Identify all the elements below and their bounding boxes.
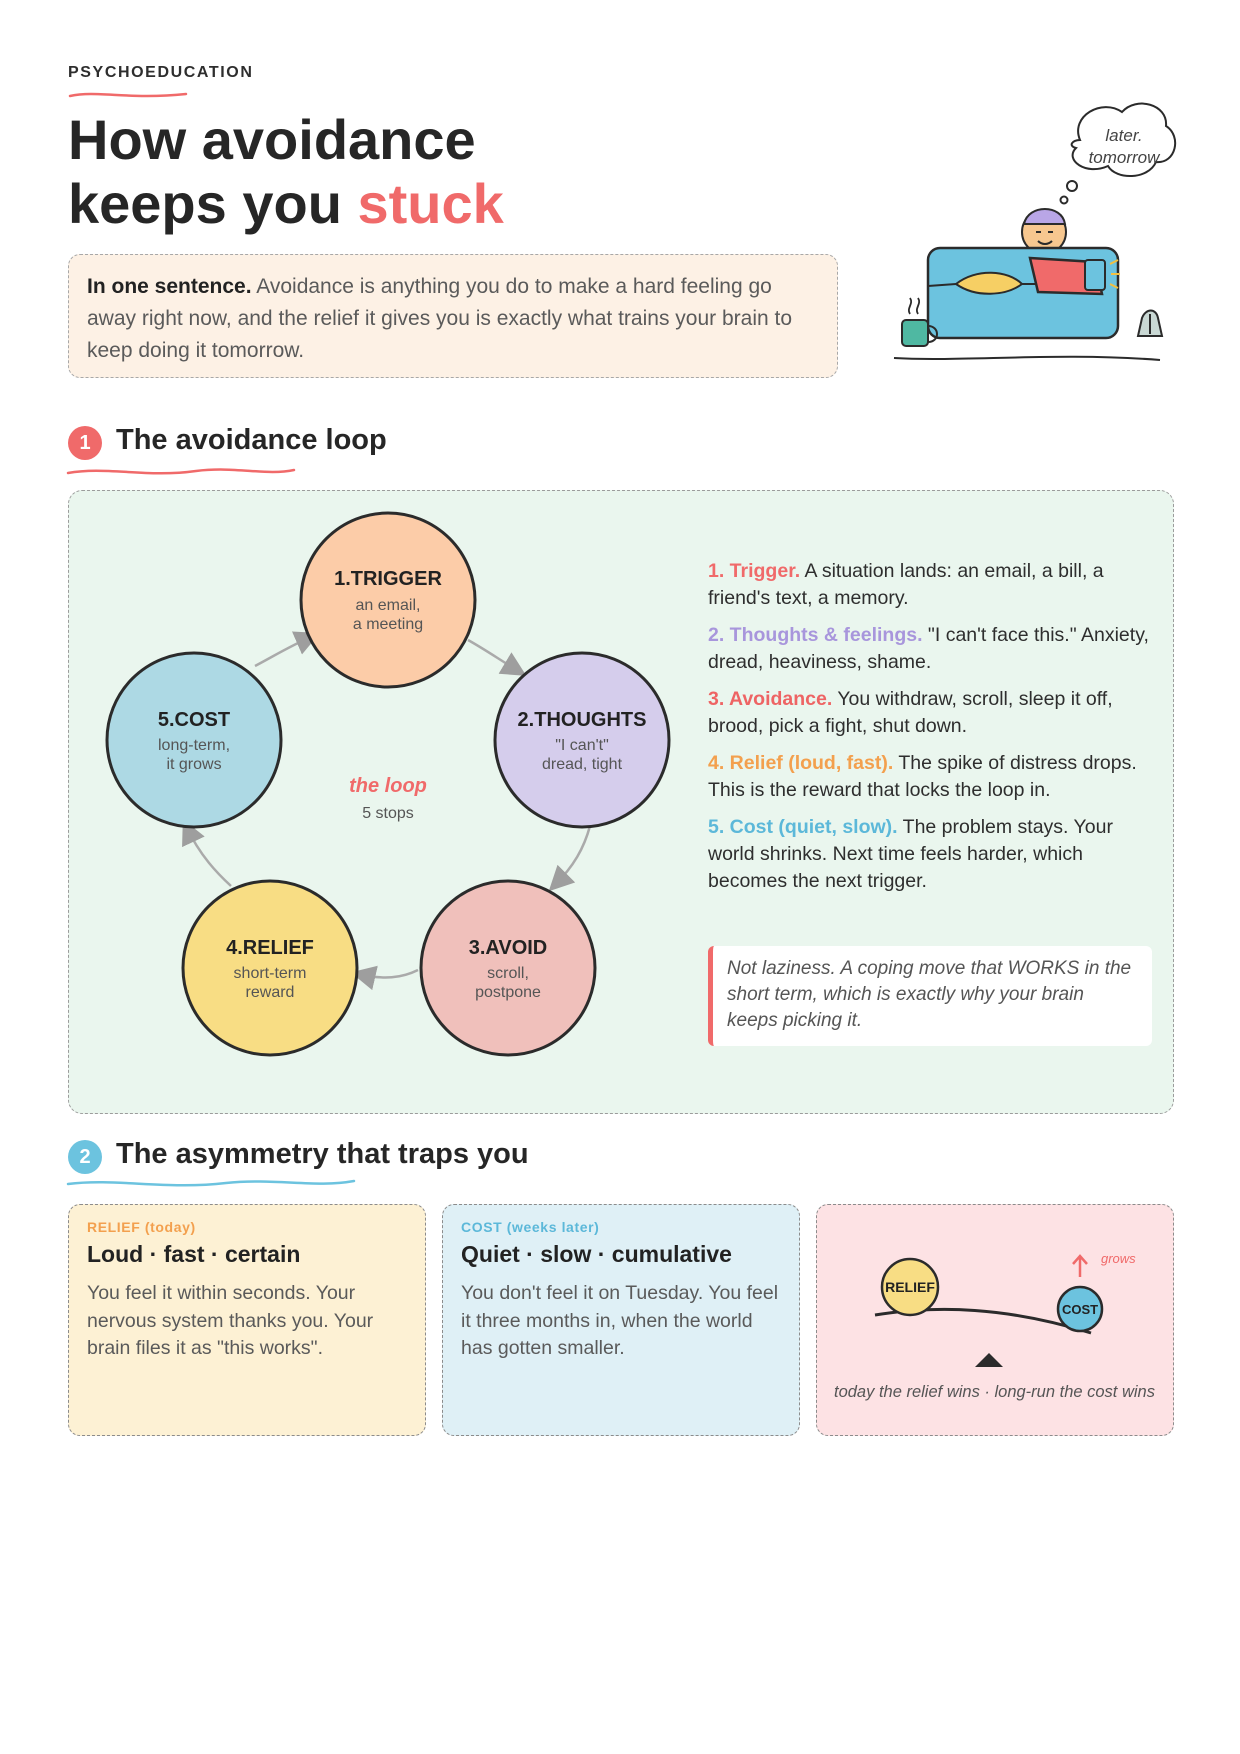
- step-item: 4. Relief (loud, fast). The spike of distress drops. This is the reward that locks the loop in.: [708, 752, 1137, 801]
- loop-node-thoughts: [495, 653, 669, 827]
- cost-card: [442, 1204, 800, 1436]
- svg-text:short-term: short-term: [233, 965, 307, 982]
- cost-weight: [1058, 1287, 1102, 1331]
- arrow-cost-to-trigger: [255, 636, 313, 666]
- section-1-badge: 1: [68, 426, 102, 460]
- relief-card-body: You feel it within seconds. Your nervous system thanks you. Your brain files it as "this works".: [87, 1282, 374, 1359]
- svg-text:long-term,: long-term,: [157, 737, 231, 754]
- step-item: 1. Trigger. A situation lands: an email, a bill, a friend's text, a memory.: [708, 560, 1104, 609]
- step-item: 2. Thoughts & feelings. "I can't face this." Anxiety, dread, heaviness, shame.: [708, 624, 1149, 673]
- arrow-thoughts-to-avoid: [554, 826, 590, 886]
- svg-text:"I can't": "I can't": [555, 737, 609, 754]
- loop-steps: [708, 558, 1158, 905]
- eyebrow-underline: [68, 88, 188, 102]
- loop-center-sub: 5 stops: [362, 805, 414, 822]
- svg-text:postpone: postpone: [475, 984, 541, 1001]
- svg-text:dread, tight: dread, tight: [541, 756, 623, 773]
- loop-center-title: the loop: [349, 775, 427, 797]
- title-accent-word: stuck: [357, 172, 504, 235]
- cost-card-body: You don't feel it on Tuesday. You feel it three months in, when the world has gotten smaller.: [461, 1282, 779, 1359]
- cost-card-tag: COST (weeks later): [461, 1219, 600, 1235]
- step-item: 5. Cost (quiet, slow). The problem stays. Your world shrinks. Next time feels harder, which becomes the next trigger.: [708, 816, 1113, 892]
- summary-box: [68, 254, 838, 378]
- svg-text:3.AVOID: 3.AVOID: [468, 937, 548, 959]
- svg-text:scroll,: scroll,: [487, 965, 529, 982]
- loop-node-relief: [183, 881, 357, 1055]
- title-line-2-prefix: keeps you: [68, 172, 358, 235]
- svg-text:COST: COST: [1061, 1302, 1099, 1317]
- loop-node-cost: [107, 653, 281, 827]
- arrow-avoid-to-relief: [358, 970, 418, 977]
- fulcrum-icon: [975, 1353, 1003, 1367]
- svg-text:an email,: an email,: [355, 597, 421, 614]
- loop-node-avoid: [421, 881, 595, 1055]
- svg-text:5.COST: 5.COST: [157, 709, 231, 731]
- section-2-underline: [66, 1176, 356, 1192]
- loop-node-trigger: [301, 513, 475, 687]
- couch-illustration: [880, 96, 1180, 386]
- relief-card-title: Loud · fast · certain: [87, 1241, 301, 1267]
- svg-text:a meeting: a meeting: [352, 616, 424, 633]
- page-title: [68, 108, 504, 236]
- relief-card-tag: RELIEF (today): [87, 1219, 196, 1235]
- svg-text:2.THOUGHTS: 2.THOUGHTS: [517, 709, 647, 731]
- section-2-title: The asymmetry that traps you: [116, 1138, 529, 1170]
- balance-card: [816, 1204, 1174, 1436]
- thought-line-1: later.: [1105, 126, 1143, 145]
- thought-line-2: tomorrow: [1088, 148, 1160, 167]
- svg-text:it grows: it grows: [166, 756, 222, 773]
- loop-diagram: [68, 490, 708, 1114]
- callout-quote: Not laziness. A coping move that WORKS in the short term, which is exactly why your brain keeps picking it.: [708, 946, 1152, 1046]
- grows-label: grows: [1101, 1251, 1136, 1266]
- svg-text:4.RELIEF: 4.RELIEF: [226, 937, 314, 959]
- phone-icon: [1085, 260, 1105, 290]
- summary-text: Avoidance is anything you do to make a hard feeling go away right now, and the relief it gives you is exactly what trains your brain to keep doing it tomorrow.: [87, 275, 793, 362]
- title-line-1: How avoidance: [68, 108, 476, 171]
- mug-icon: [902, 320, 928, 346]
- section-1-title: The avoidance loop: [116, 424, 387, 456]
- section-1-underline: [66, 464, 296, 480]
- svg-text:1.TRIGGER: 1.TRIGGER: [334, 568, 442, 590]
- up-arrow-icon: [1073, 1256, 1087, 1277]
- arrow-trigger-to-thoughts: [468, 640, 520, 672]
- arrow-relief-to-cost: [186, 826, 231, 886]
- relief-card: [68, 1204, 426, 1436]
- svg-text:reward: reward: [245, 984, 295, 1001]
- thought-cloud: [1061, 104, 1176, 204]
- relief-weight: [882, 1259, 938, 1315]
- step-item: 3. Avoidance. You withdraw, scroll, sleep it off, brood, pick a fight, shut down.: [708, 688, 1113, 737]
- svg-text:RELIEF: RELIEF: [885, 1279, 935, 1295]
- cost-card-title: Quiet · slow · cumulative: [461, 1241, 732, 1267]
- summary-lead: In one sentence.: [87, 275, 252, 298]
- balance-caption: today the relief wins · long-run the cost wins: [834, 1383, 1155, 1401]
- section-2-badge: 2: [68, 1140, 102, 1174]
- eyebrow-label: PSYCHOEDUCATION: [68, 64, 254, 81]
